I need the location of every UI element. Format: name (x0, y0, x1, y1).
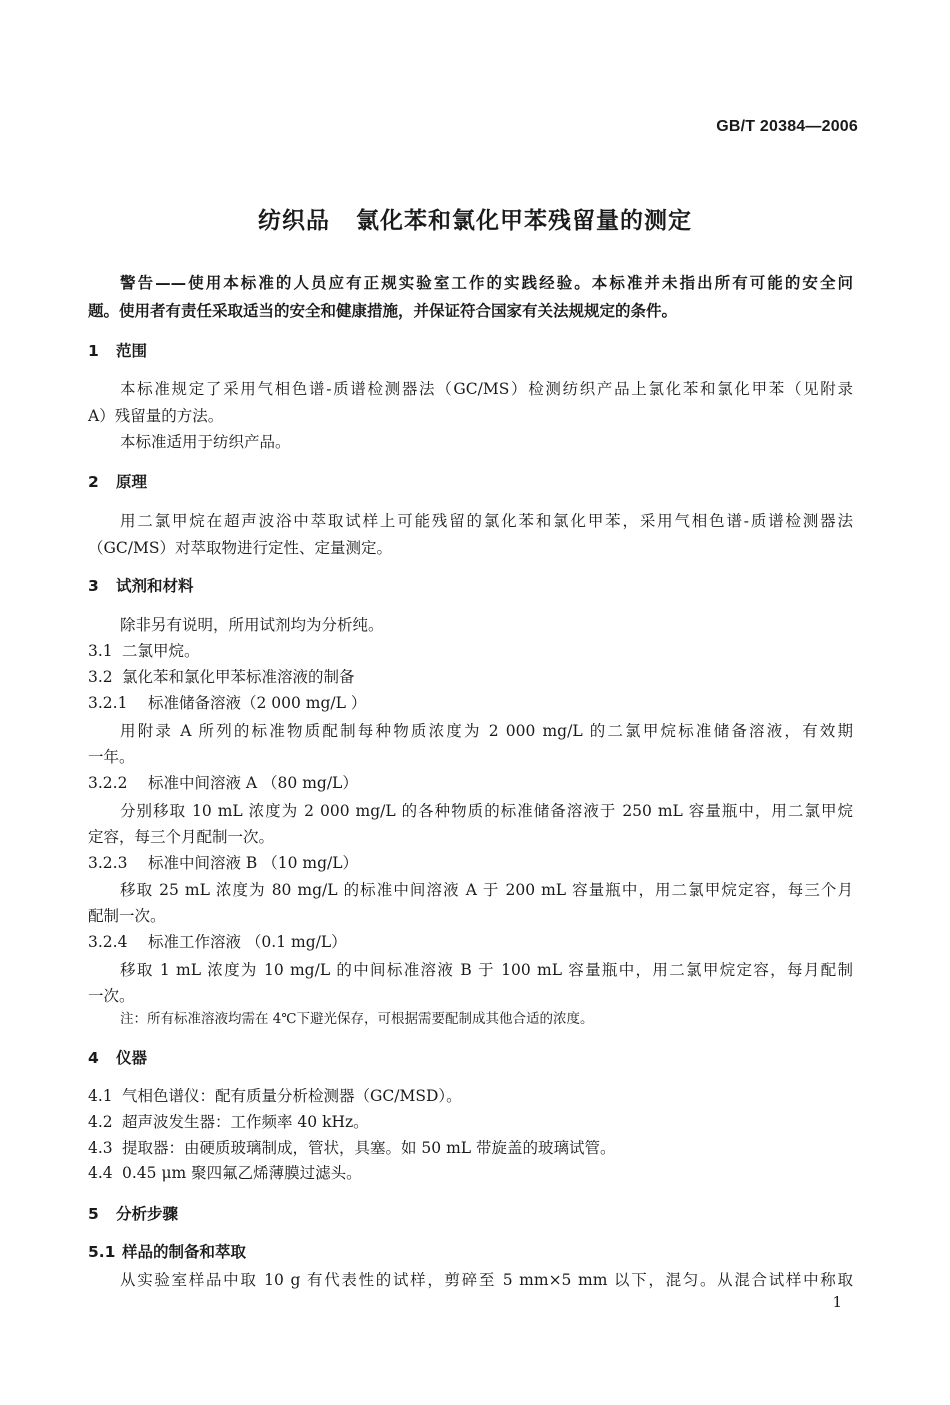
clause-3-2-1-line-2: 一年。 (88, 748, 135, 766)
clause-5-1 (88, 1242, 246, 1262)
section-4-number: 4 (88, 1049, 99, 1067)
note: 注：所有标准溶液均需在 4℃下避光保存，可根据需要配制成其他合适的浓度。 (120, 1011, 594, 1027)
clause-3-2-3-number: 3.2.3 (88, 854, 128, 872)
clause-5-1-text: 样品的制备和萃取 (122, 1243, 247, 1261)
clause-3-2-3 (88, 853, 358, 873)
clause-3-2-1-line-1: 用附录 A 所列的标准物质配制每种物质浓度为 2 000 mg/L 的二氯甲烷标准储备溶液，有效期 (120, 722, 853, 740)
clause-5-1-number: 5.1 (88, 1243, 116, 1261)
clause-5-1-line-1: 从实验室样品中取 10 g 有代表性的试样，剪碎至 5 mm×5 mm 以下，混匀。从混合试样中称取 (120, 1271, 853, 1289)
clause-4-2 (88, 1112, 369, 1132)
section-3-intro: 除非另有说明，所用试剂均为分析纯。 (120, 616, 384, 634)
title-part-1: 纺织品 (258, 208, 330, 234)
title-part-2: 氯化苯和氯化甲苯残留量的测定 (356, 208, 692, 234)
section-1-heading (88, 341, 147, 361)
clause-4-4-number: 4.4 (88, 1164, 113, 1182)
clause-3-2-4-number: 3.2.4 (88, 933, 128, 951)
section-5-number: 5 (88, 1205, 99, 1223)
clause-4-3-text: 提取器：由硬质玻璃制成，管状，具塞。如 50 mL 带旋盖的玻璃试管。 (122, 1139, 616, 1157)
clause-3-2-3-line-2: 配制一次。 (88, 907, 166, 925)
clause-3-2-2 (88, 773, 358, 793)
section-1-number: 1 (88, 342, 99, 360)
section-1-title: 范围 (116, 342, 148, 360)
clause-4-1-text: 气相色谱仪：配有质量分析检测器（GC/MSD）。 (122, 1087, 462, 1105)
clause-3-2-3-text: 标准中间溶液 B （10 mg/L） (148, 854, 359, 872)
clause-3-2-4 (88, 932, 347, 952)
clause-3-2-number: 3.2 (88, 668, 113, 686)
page-number: 1 (832, 1293, 842, 1311)
warning-line-1: 警告——使用本标准的人员应有正规实验室工作的实践经验。本标准并未指出所有可能的安全问 (120, 274, 853, 292)
section-5-heading (88, 1204, 178, 1224)
clause-3-2-4-line-1: 移取 1 mL 浓度为 10 mg/L 的中间标准溶液 B 于 100 mL 容量瓶中，用二氯甲烷定容，每月配制 (120, 961, 853, 979)
clause-3-2-2-line-1: 分别移取 10 mL 浓度为 2 000 mg/L 的各种物质的标准储备溶液于 250 mL 容量瓶中，用二氯甲烷 (120, 802, 853, 820)
clause-3-2-3-line-1: 移取 25 mL 浓度为 80 mg/L 的标准中间溶液 A 于 200 mL 容量瓶中，用二氯甲烷定容，每三个月 (120, 881, 853, 899)
section-2-para-line-1: 用二氯甲烷在超声波浴中萃取试样上可能残留的氯化苯和氯化甲苯，采用气相色谱-质谱检测器法 (120, 512, 853, 530)
clause-3-2-4-text: 标准工作溶液 （0.1 mg/L） (148, 933, 347, 951)
section-3-title: 试剂和材料 (116, 577, 194, 595)
clause-3-2-4-line-2: 一次。 (88, 987, 135, 1005)
clause-3-1-number: 3.1 (88, 642, 113, 660)
clause-4-4-text: 0.45 μm 聚四氟乙烯薄膜过滤头。 (122, 1164, 362, 1182)
clause-4-4 (88, 1163, 362, 1183)
clause-4-2-text: 超声波发生器：工作频率 40 kHz。 (122, 1113, 369, 1131)
clause-3-2 (88, 667, 355, 687)
clause-3-2-2-number: 3.2.2 (88, 774, 128, 792)
section-2-number: 2 (88, 473, 99, 491)
standard-code: GB/T 20384—2006 (716, 118, 858, 135)
clause-4-3-number: 4.3 (88, 1139, 113, 1157)
section-2-para-line-2: （GC/MS）对萃取物进行定性、定量测定。 (88, 539, 392, 557)
clause-3-2-1-text: 标准储备溶液（2 000 mg/L ） (148, 694, 367, 712)
section-4-heading (88, 1048, 147, 1068)
clause-4-3 (88, 1138, 616, 1158)
section-1-para-line-1: 本标准规定了采用气相色谱-质谱检测器法（GC/MS）检测纺织产品上氯化苯和氯化甲苯（见附录 (120, 380, 853, 398)
clause-4-1 (88, 1086, 462, 1106)
section-1-para-line-2: A）残留量的方法。 (88, 407, 224, 425)
clause-3-2-2-text: 标准中间溶液 A （80 mg/L） (148, 774, 358, 792)
section-2-title: 原理 (116, 473, 148, 491)
document-title (0, 202, 950, 235)
section-1-para-2: 本标准适用于纺织产品。 (120, 433, 291, 451)
clause-3-2-1-number: 3.2.1 (88, 694, 128, 712)
warning-line-2: 题。使用者有责任采取适当的安全和健康措施，并保证符合国家有关法规规定的条件。 (88, 302, 678, 320)
clause-3-2-2-line-2: 定容，每三个月配制一次。 (88, 828, 275, 846)
section-5-title: 分析步骤 (116, 1205, 179, 1223)
clause-3-1 (88, 641, 200, 661)
section-2-heading (88, 472, 147, 492)
clause-3-2-text: 氯化苯和氯化甲苯标准溶液的制备 (122, 668, 355, 686)
section-3-number: 3 (88, 577, 99, 595)
section-3-heading (88, 576, 194, 596)
clause-3-1-text: 二氯甲烷。 (122, 642, 200, 660)
clause-4-1-number: 4.1 (88, 1087, 113, 1105)
clause-4-2-number: 4.2 (88, 1113, 113, 1131)
section-4-title: 仪器 (116, 1049, 148, 1067)
clause-3-2-1 (88, 693, 366, 713)
